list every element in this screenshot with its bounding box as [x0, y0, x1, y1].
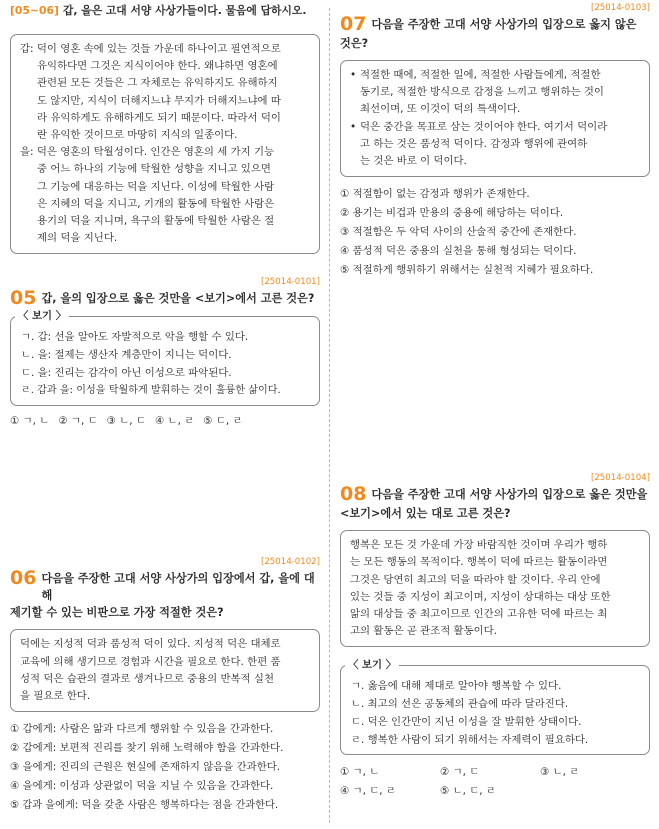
question-number: 05: [10, 287, 37, 310]
choice-3[interactable]: ③ 적절함은 두 악덕 사이의 산술적 중간에 존재한다.: [340, 226, 577, 239]
group-header: [10, 2, 320, 20]
question-code: [25014-0101]: [260, 277, 320, 288]
passage-line: 도 않지만, 지식이 더해지느냐 무지가 더해지느냐에 따: [37, 94, 281, 107]
passage-line: 덕에는 지성적 덕과 품성적 덕이 있다. 지성적 덕은 대체로: [20, 638, 281, 651]
question-line: 것은?: [340, 37, 369, 50]
choices: [340, 185, 650, 280]
question-header: [340, 15, 650, 34]
choice-5[interactable]: ⑤ ㄷ, ㄹ: [203, 415, 243, 428]
question-header: [340, 485, 650, 504]
passage-line: 유익하다면 그것은 지식이어야 한다. 왜냐하면 영혼에: [37, 60, 278, 73]
passage-line: 최선이며, 또 이것이 덕의 특색이다.: [360, 103, 521, 116]
passage-line: 란 유익한 것이므로 마땅히 지식의 일종이다.: [37, 129, 238, 142]
question-07: [340, 2, 650, 280]
question-line: 다음을 주장한 고대 서양 사상가의 입장으로 옳은 것만을: [371, 488, 648, 502]
group-range: [05~06]: [10, 4, 59, 17]
right-column: [340, 2, 650, 801]
question-text: 갑, 을의 입장으로 옳은 것만을 <보기>에서 고른 것은?: [41, 292, 315, 306]
passage-line: 있는 것들 중 지성이 최고이며, 지성이 상대하는 대상 또한: [350, 590, 611, 603]
passage-line: 행복은 모든 것 가운데 가장 바람직한 것이며 우리가 행하: [350, 539, 608, 552]
bogi-item: ㄱ. 옳음에 대해 제대로 알아야 행복할 수 있다.: [351, 680, 562, 693]
choice-row: [340, 763, 650, 801]
question-code: [25014-0103]: [590, 3, 650, 13]
choice-3[interactable]: ③ ㄴ, ㄷ: [106, 415, 146, 428]
bogi-item: ㄱ. 갑: 선을 알아도 자발적으로 악을 행할 수 있다.: [21, 331, 249, 344]
bogi-item: ㄹ. 갑과 을: 이성을 탁월하게 발휘하는 것이 훌륭한 삶이다.: [21, 385, 281, 397]
passage-line: 앎의 대상들 중 최고이므로 인간의 고유한 덕에 따르는 최: [350, 608, 608, 621]
passage-line: 는 것은 바로 이 덕이다.: [360, 155, 467, 168]
choice-5[interactable]: ⑤ 갑과 을에게: 덕을 갖춘 사람은 행복하다는 점을 간과한다.: [10, 800, 279, 812]
passage-line: 을 필요로 한다.: [20, 690, 91, 703]
left-column: [10, 2, 320, 815]
question-line: 다음을 주장한 고대 서양 사상가의 입장에서 갑, 을에 대해: [41, 572, 315, 603]
choices: [10, 720, 320, 815]
passage-line: 성적 덕은 습관의 결과로 생겨나므로 중용의 반복적 실천: [20, 672, 274, 685]
passage-box: [10, 34, 320, 254]
choice-4[interactable]: ④ 을에게: 이성과 상관없이 덕을 지닐 수 있음을 간과한다.: [10, 780, 274, 793]
choice-4[interactable]: ④ ㄴ, ㄹ: [154, 415, 195, 428]
choices: [10, 412, 320, 431]
passage-box: [340, 60, 650, 177]
question-text: [41, 569, 320, 604]
passage-box: [10, 629, 320, 712]
question-line: 제기할 수 있는 비판으로 가장 적절한 것은?: [10, 606, 224, 620]
question-number: 07: [340, 13, 367, 35]
passage-line: 은 지혜의 덕을 지니고, 기개의 활동에 탁월한 사람은: [37, 197, 275, 210]
choice-5[interactable]: ⑤ ㄴ, ㄷ, ㄹ: [440, 785, 496, 798]
question-code: [25014-0102]: [260, 557, 320, 568]
column-divider: [329, 8, 330, 823]
question-header: [10, 569, 320, 604]
passage-line: 제의 덕을 지닌다.: [37, 232, 118, 245]
choice-4[interactable]: ④ 품성적 덕은 중용의 실천을 통해 형성되는 덕이다.: [340, 245, 577, 258]
passage-line: 중 어느 하나의 기능에 탁월한 성향을 지니고 있으면: [37, 163, 271, 176]
choice-2[interactable]: ② 용기는 비겁과 만용의 중용에 해당하는 덕이다.: [340, 207, 564, 220]
passage-line: • 덕은 중간을 목표로 삼는 것이어야 한다. 여기서 덕이라: [350, 119, 640, 136]
choice-2[interactable]: ② ㄱ, ㄷ: [440, 766, 480, 779]
bogi-item: ㄷ. 덕은 인간만이 지닌 이성을 잘 발휘한 상태이다.: [351, 716, 582, 729]
bullet-icon: •: [350, 69, 357, 81]
passage-line: 라 유익하게도 유해하게도 되기 때문이다. 따라서 덕이: [37, 111, 281, 124]
bullet-icon: •: [350, 120, 357, 133]
choice-3[interactable]: ③ 을에게: 진리의 근원은 현실에 존재하지 않음을 간과한다.: [10, 761, 281, 774]
passage-line: 그 기능에 대응하는 덕을 지닌다. 이성에 탁월한 사람: [37, 180, 275, 193]
passage-line: 관련된 모든 것들은 그 자체로는 유익하지도 유해하지: [37, 77, 278, 90]
bogi-item: ㄹ. 행복한 사람이 되기 위해서는 자제력이 필요하다.: [351, 734, 589, 747]
choices: [340, 763, 650, 801]
choice-5[interactable]: ⑤ 적절하게 행위하기 위해서는 실천적 지혜가 필요하다.: [340, 264, 594, 277]
passage-line: 용기의 덕을 지니며, 욕구의 활동에 탁월한 사람은 절: [37, 215, 275, 228]
choice-3[interactable]: ③ ㄴ, ㄹ: [540, 766, 580, 779]
passage-line: 고 하는 것은 품성적 덕이다. 감정과 행위에 관여하: [360, 137, 588, 150]
passage-line: 교육에 의해 생기므로 경험과 시간을 필요로 한다. 한편 품: [20, 655, 281, 668]
choice-1[interactable]: ① 갑에게: 사람은 앎과 다르게 행위할 수 있음을 간과한다.: [10, 723, 274, 736]
passage-line: • 적절한 때에, 적절한 일에, 적절한 사람들에게, 적절한: [350, 67, 640, 84]
question-number: 06: [10, 567, 37, 590]
passage-box: [340, 530, 650, 647]
question-line: 다음을 주장한 고대 서양 사상가의 입장으로 옳지 않은: [371, 18, 637, 31]
bogi-label: 〈 보기 〉: [15, 309, 69, 323]
passage-line: 는 모든 행동의 목적이다. 행복이 덕에 따르는 활동이라면: [350, 556, 608, 569]
choice-4[interactable]: ④ ㄱ, ㄷ, ㄹ: [340, 785, 396, 798]
group-title: 갑, 을은 고대 서양 사상가들이다. 물음에 답하시오.: [62, 4, 307, 17]
bogi-item: ㄴ. 최고의 선은 공동체의 관습에 따라 달라진다.: [351, 698, 569, 711]
choice-2[interactable]: ② ㄱ, ㄷ: [58, 415, 98, 428]
question-05: [10, 276, 320, 431]
bogi-box: [340, 659, 650, 755]
bogi-box: [10, 310, 320, 406]
choice-2[interactable]: ② 갑에게: 보편적 진리를 찾기 위해 노력해야 함을 간과한다.: [10, 742, 284, 755]
bogi-label: 〈 보기 〉: [345, 658, 399, 672]
passage-line: 동기로, 적절한 방식으로 감정을 느끼고 행위하는 것이: [360, 86, 604, 99]
choice-1[interactable]: ① 적절함이 없는 감정과 행위가 존재한다.: [340, 188, 530, 201]
question-08: [340, 472, 650, 801]
bogi-item: ㄴ. 을: 절제는 생산자 계층만이 지니는 덕이다.: [21, 349, 232, 362]
question-number: 08: [340, 483, 367, 506]
choice-1[interactable]: ① ㄱ, ㄴ: [10, 415, 50, 428]
passage-line: 고의 활동은 곧 관조적 활동이다.: [350, 625, 497, 638]
question-line: <보기>에서 있는 대로 고른 것은?: [340, 507, 511, 521]
passage-line: 갑: 덕이 영혼 속에 있는 것들 가운데 하나이고 필연적으로: [20, 43, 281, 55]
passage-line: 그것은 당연히 최고의 덕을 따라야 할 것이다. 우리 안에: [350, 573, 601, 586]
passage-line: 을: 덕은 영혼의 탁월성이다. 인간은 영혼의 세 가지 기능: [20, 146, 275, 159]
choice-1[interactable]: ① ㄱ, ㄴ: [340, 766, 380, 779]
question-06: [10, 556, 320, 815]
question-code: [25014-0104]: [590, 473, 650, 484]
bogi-item: ㄷ. 을: 진리는 감각이 아닌 이성으로 파악된다.: [21, 367, 232, 380]
question-header: [10, 289, 320, 308]
